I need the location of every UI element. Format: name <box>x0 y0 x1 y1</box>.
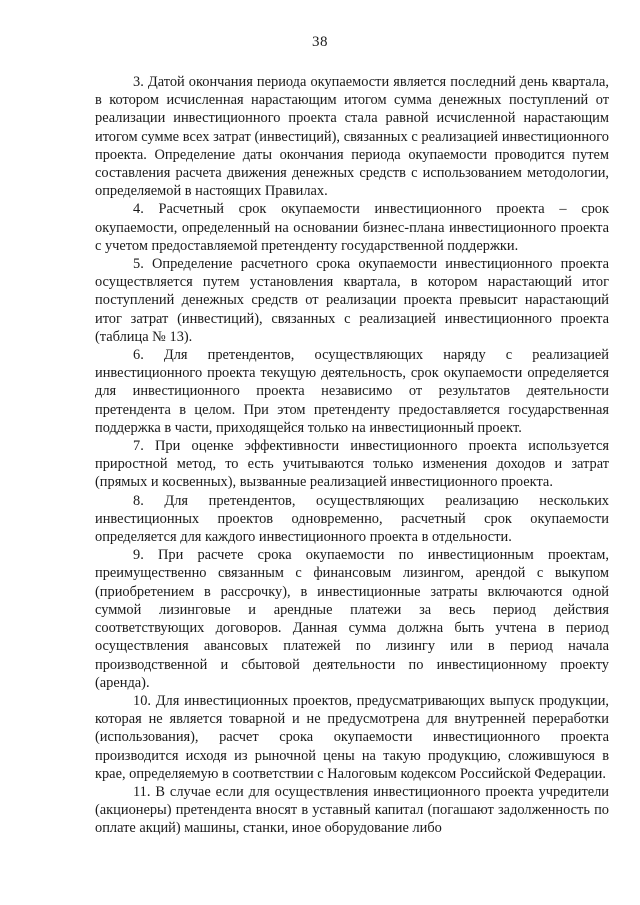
paragraph-9: 9. При расчете срока окупаемости по инвестиционным проектам, преимущественно связанным с финансовым лизингом, арендой с выкупом (приобретением в рассрочку), в инвестиционные затраты включаются одной суммой лизинговые и арендные платежи за весь период действия соответствующих договоров. Данная сумма должна быть учтена в период осуществления авансовых платежей по лизингу или в период начала производственной и сбытовой деятельности по инвестиционному проекту (аренда). <box>95 547 609 691</box>
paragraph-6: 6. Для претендентов, осуществляющих наряду с реализацией инвестиционного проекта текущую деятельность, срок окупаемости определяется для инвестиционного проекта независимо от результатов деятельности претендента в целом. При этом претенденту предоставляется государственная поддержка в части, приходящейся только на инвестиционный проект. <box>95 347 609 436</box>
paragraph-11: 11. В случае если для осуществления инвестиционного проекта учредители (акционеры) претендента вносят в уставный капитал (погашают задолженность по оплате акций) машины, станки, иное оборудование либо <box>95 783 609 837</box>
page-number: 38 <box>312 34 328 50</box>
paragraph-7: 7. При оценке эффективности инвестиционного проекта используется приростной метод, то есть учитываются только изменения доходов и затрат (прямых и косвенных), вызванные реализацией инвестиционного проекта. <box>95 438 609 491</box>
paragraph-8: 8. Для претендентов, осуществляющих реализацию нескольких инвестиционных проектов одновременно, расчетный срок окупаемости определяется для каждого инвестиционного проекта в отдельности. <box>95 492 609 546</box>
paragraph-3: 3. Датой окончания периода окупаемости является последний день квартала, в котором исчисленная нарастающим итогом сумма денежных поступлений от реализации инвестиционного проекта стала равной исчисленной нарастающим итогом сумме всех затрат (инвестиций), связанных с реализацией инвестиционного проекта. Определение даты окончания периода окупаемости проводится путем составления расчета движения денежных средств с использованием методологии, определяемой в настоящих Правилах. <box>95 74 609 200</box>
paragraph-10: 10. Для инвестиционных проектов, предусматривающих выпуск продукции, которая не является товарной и не предусмотрена для внутренней переработки (использования), расчет срока окупаемости инвестиционного проекта производится исходя из рыночной цены на такую продукцию, сложившуюся в крае, определяемую в соответствии с Налоговым кодексом Российской Федерации. <box>95 692 609 782</box>
paragraph-5: 5. Определение расчетного срока окупаемости инвестиционного проекта осуществляется путем установления квартала, в котором нарастающий итог поступлений денежных средств от реализации проекта превысит нарастающий итог затрат (инвестиций), связанных с реализацией инвестиционного проекта (таблица № 13). <box>95 256 609 345</box>
paragraph-4: 4. Расчетный срок окупаемости инвестиционного проекта – срок окупаемости, определенный на основании бизнес-плана инвестиционного проекта с учетом предоставляемой претенденту государственной поддержки. <box>95 201 609 254</box>
document-body <box>95 73 609 838</box>
